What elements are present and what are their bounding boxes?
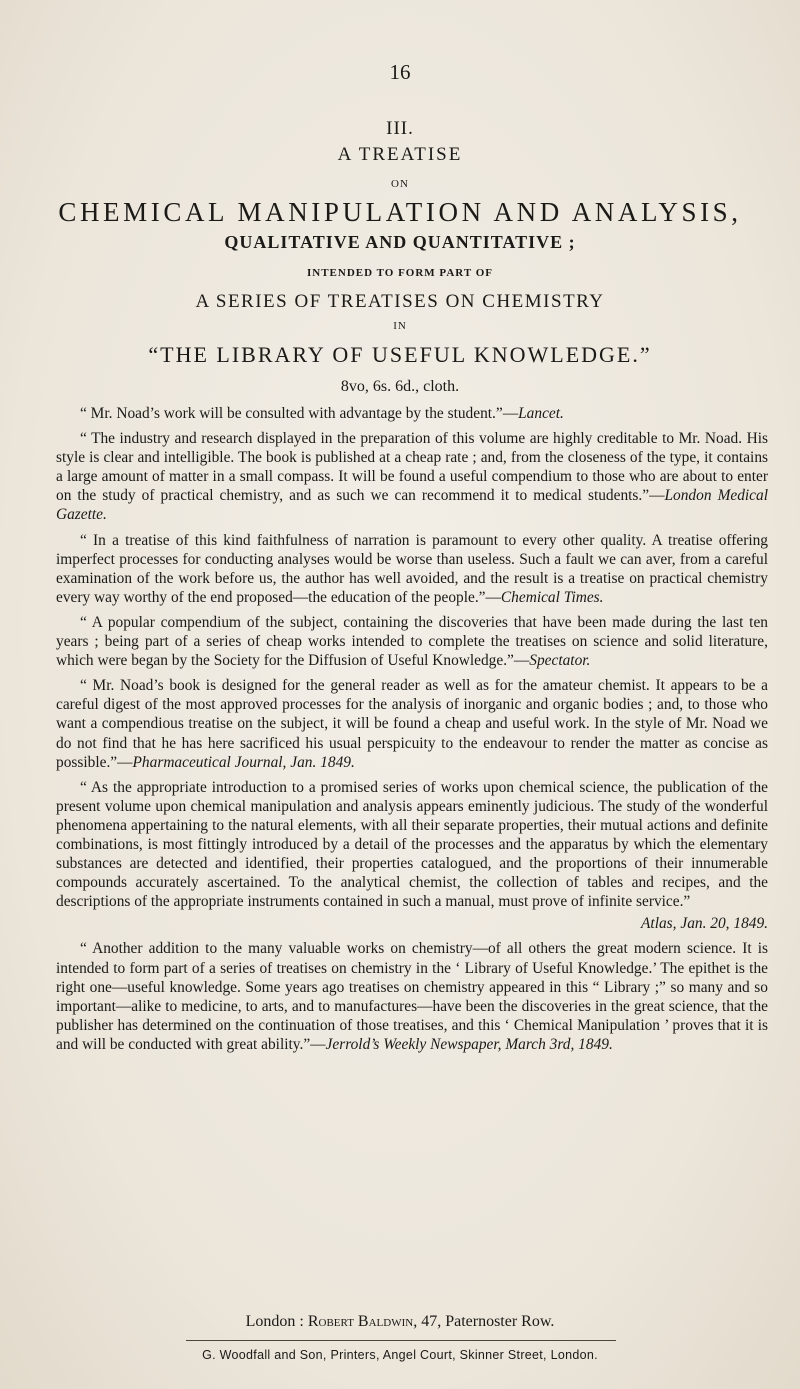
title-library: “THE LIBRARY OF USEFUL KNOWLEDGE.” [148, 342, 652, 367]
title-main: CHEMICAL MANIPULATION AND ANALYSIS, [58, 197, 742, 227]
review-paragraph [56, 778, 768, 912]
review-text: “ In a treatise of this kind faithfulness of narration is paramount to every other quality. A treatise offering imperfect processes for conducting analyses would be worse than useless. Such a fault we can aver, from a careful examination of the work before us, the author has well avoided, and the result is a treatise on practical chemistry every way worthy of the end proposed—the education of the people.”— [56, 531, 768, 606]
imprint-prefix: London : [245, 1313, 308, 1330]
price-line: 8vo, 6s. 6d., cloth. [340, 378, 460, 395]
title-intended: INTENDED TO FORM PART OF [307, 267, 493, 279]
review-source: Lancet. [518, 405, 564, 422]
review-text: “ Mr. Noad’s book is designed for the general reader as well as for the amateur chemist. It appears to be a careful digest of the most approved processes for the analysis of inorganic and organic bodies ; and, to those who want a compendious treatise on the subject, it will be found a cheap and useful work. In the style of Mr. Noad we do not find that he has here sacrificed his usual perspicuity to the endeavour to render the matter as concise as possible.”— [56, 677, 768, 771]
review-source: London Medical Gazette. [56, 487, 768, 524]
publisher-imprint [0, 1313, 800, 1331]
printer-line: G. Woodfall and Son, Printers, Angel Court, Skinner Street, London. [202, 1348, 598, 1362]
publisher-address: , 47, Paternoster Row. [413, 1313, 555, 1330]
title-in: IN [393, 320, 407, 332]
review-text: “ The industry and research displayed in the preparation of this volume are highly creditable to Mr. Noad. His style is clear and intelligible. The book is published at a cheap rate ; and, from the closeness of the type, it contains a large amount of matter in a small compass. It will be found a useful compendium to those who are about to enter on the study of practical chemistry, and as such we can recommend it to medical students.”— [56, 430, 768, 505]
review-source: Atlas, Jan. 20, 1849. [641, 915, 768, 933]
review-source: Spectator. [529, 652, 591, 670]
review-paragraph [56, 676, 768, 771]
divider-rule [186, 1340, 616, 1341]
review-text: “ A popular compendium of the subject, containing the discoveries that have been made during the last ten years ; being part of a series of cheap works intended to complete the treatises on science and solid literature, which were began by the Society for the Diffusion of Useful Knowledge.”— [56, 613, 768, 670]
review-source: Chemical Times. [500, 588, 604, 606]
review-text: “ Another addition to the many valuable works on chemistry—of all others the great modern science. It is intended to form part of a series of treatises on chemistry in the ‘ Library of Useful Knowledge.’ The epithet is the right one—useful knowledge. Some years ago treatises on chemistry appeared in this “ Library ;” so many and so important—alike to medicine, to arts, and to manufactures—have been the discoveries in the great science, that the publisher has determined on the continuation of those treatises, and this ‘ Chemical Manipulation ’ proves that it is and will be conducted with great ability.”— [56, 940, 768, 1053]
title-line-on: ON [391, 178, 409, 190]
review-paragraph [56, 613, 768, 670]
title-series: A SERIES OF TREATISES ON CHEMISTRY [195, 291, 605, 312]
review-paragraph [56, 939, 768, 1054]
review-text: “ Mr. Noad’s work will be consulted with advantage by the student.”— [80, 405, 519, 422]
publisher-name: Robert Baldwin [307, 1313, 414, 1330]
review-source: Jerrold’s Weekly Newspaper, March 3rd, 1849. [325, 1035, 613, 1053]
page-number: 16 [389, 60, 411, 84]
review-paragraph [56, 429, 768, 524]
title-subtitle: QUALITATIVE AND QUANTITATIVE ; [224, 232, 576, 252]
review-paragraph [56, 531, 768, 607]
review-list [56, 404, 768, 1060]
title-line-treatise: A TREATISE [337, 144, 463, 165]
review-paragraph [56, 404, 768, 423]
review-text: “ As the appropriate introduction to a promised series of works upon chemical science, the publication of the present volume upon chemical manipulation and analysis appears eminently judicious. The study of the wonderful phenomena appertaining to the natural elements, with all their separate properties, their mutual actions and definite combinations, is most fittingly introduced by a detail of the processes and the apparatus by which the elementary substances are detected and identified, their properties catalogued, and the proportions of their innumerable compounds accurately ascertained. To the analytical chemist, the collection of tables and recipes, and the descriptions of the appropriate instruments contained in such a manual, must prove of infinite service.” [56, 778, 768, 911]
section-numeral: III. [386, 118, 414, 139]
review-source: Pharmaceutical Journal, Jan. 1849. [132, 753, 355, 771]
